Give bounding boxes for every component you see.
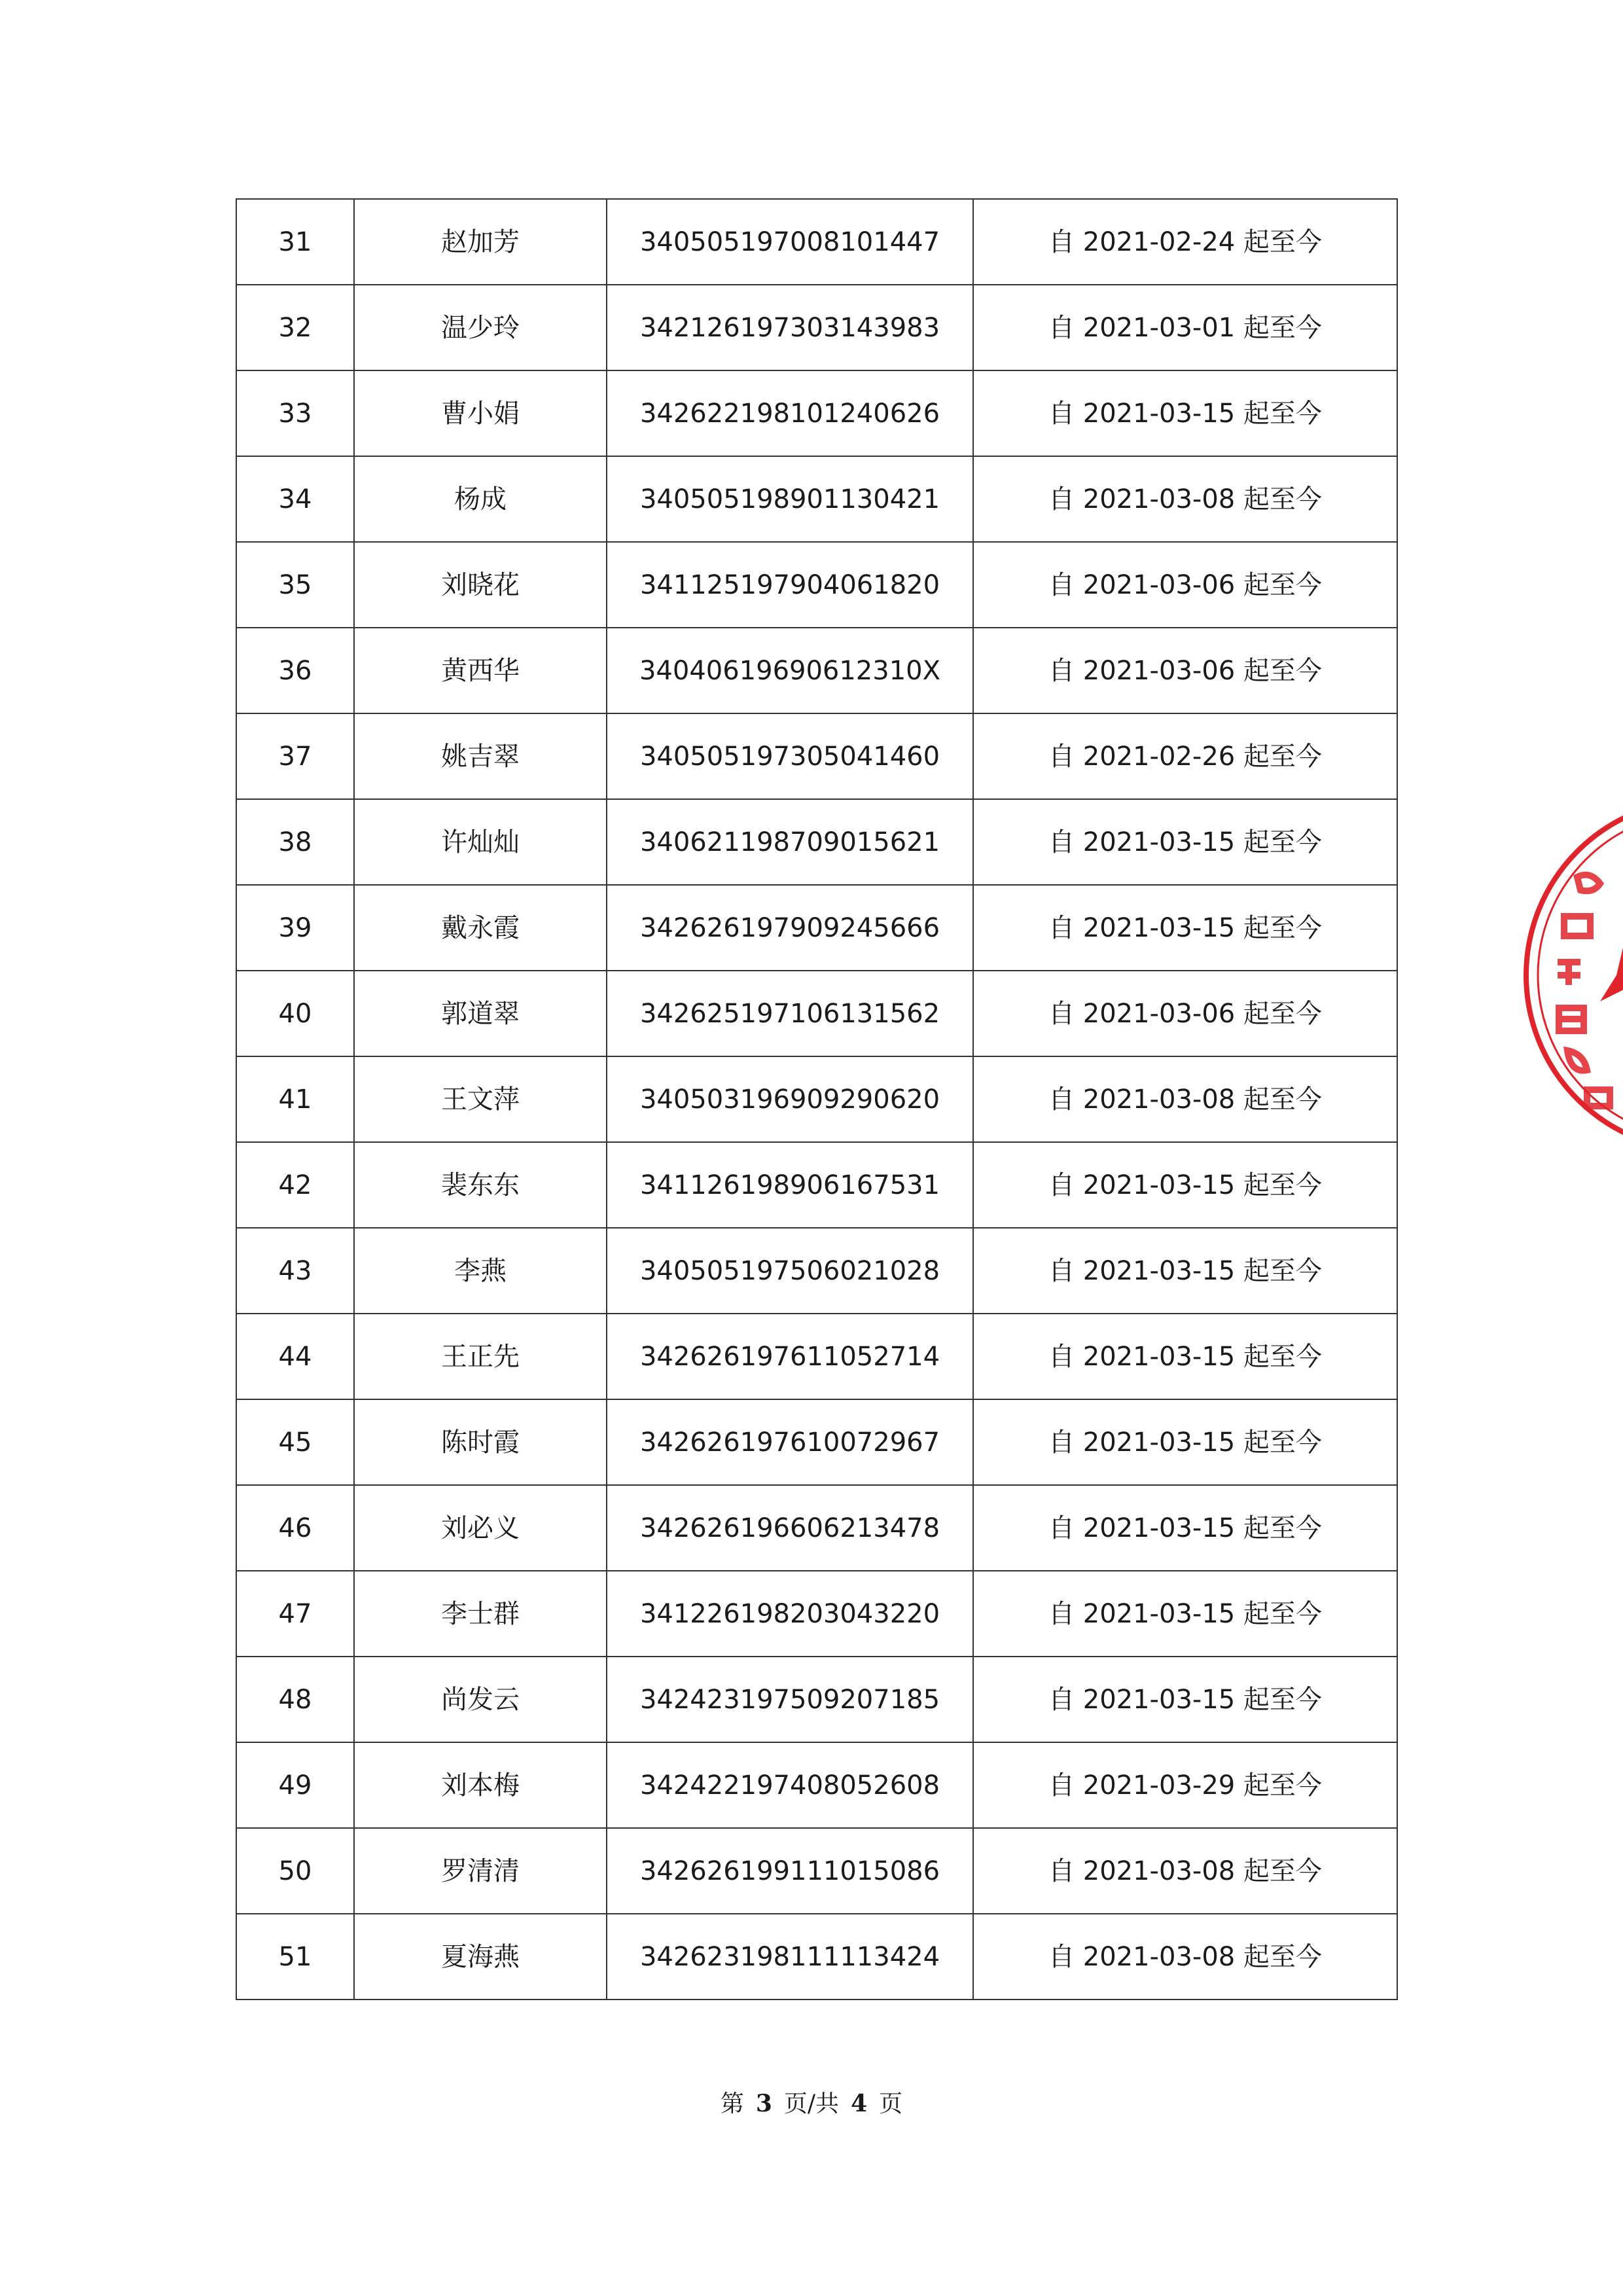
employment-period: 自 2021-03-08 起至今 (973, 456, 1397, 542)
employment-period: 自 2021-02-26 起至今 (973, 713, 1397, 799)
page-footer (0, 2085, 1623, 2119)
person-name: 姚吉翠 (354, 713, 607, 799)
table-row (236, 1314, 1397, 1399)
id-number: 342626196606213478 (607, 1485, 973, 1571)
row-number: 43 (236, 1228, 354, 1314)
footer-suffix: 页 (879, 2090, 903, 2117)
id-number: 342626197611052714 (607, 1314, 973, 1399)
person-name: 王文萍 (354, 1056, 607, 1142)
row-number: 46 (236, 1485, 354, 1571)
employment-period: 自 2021-03-01 起至今 (973, 285, 1397, 370)
employment-period: 自 2021-03-15 起至今 (973, 1399, 1397, 1485)
person-name: 刘本梅 (354, 1742, 607, 1828)
employment-period: 自 2021-03-06 起至今 (973, 628, 1397, 713)
id-number: 342126197303143983 (607, 285, 973, 370)
person-name: 杨成 (354, 456, 607, 542)
row-number: 48 (236, 1657, 354, 1742)
id-number: 342422197408052608 (607, 1742, 973, 1828)
id-number: 340505197506021028 (607, 1228, 973, 1314)
roster-table-body (236, 199, 1397, 2000)
id-number: 341126198906167531 (607, 1142, 973, 1228)
table-row (236, 1399, 1397, 1485)
id-number: 340503196909290620 (607, 1056, 973, 1142)
table-row (236, 456, 1397, 542)
table-row (236, 971, 1397, 1056)
id-number: 342626199111015086 (607, 1828, 973, 1914)
row-number: 41 (236, 1056, 354, 1142)
id-number: 342626197909245666 (607, 885, 973, 971)
employment-period: 自 2021-03-06 起至今 (973, 542, 1397, 628)
table-row (236, 1228, 1397, 1314)
table-row (236, 1742, 1397, 1828)
row-number: 40 (236, 971, 354, 1056)
employment-period: 自 2021-03-15 起至今 (973, 1657, 1397, 1742)
person-name: 王正先 (354, 1314, 607, 1399)
seal-arc-marks (1558, 875, 1610, 1106)
person-name: 许灿灿 (354, 799, 607, 885)
table-row (236, 1485, 1397, 1571)
id-number: 342622198101240626 (607, 370, 973, 456)
person-name: 黄西华 (354, 628, 607, 713)
person-name: 温少玲 (354, 285, 607, 370)
row-number: 51 (236, 1914, 354, 2000)
red-seal-stamp (1518, 792, 1623, 1158)
table-row (236, 542, 1397, 628)
employment-period: 自 2021-02-24 起至今 (973, 199, 1397, 285)
employment-period: 自 2021-03-29 起至今 (973, 1742, 1397, 1828)
row-number: 45 (236, 1399, 354, 1485)
id-number: 340505197305041460 (607, 713, 973, 799)
id-number: 340621198709015621 (607, 799, 973, 885)
footer-middle: 页/共 (783, 2090, 840, 2117)
row-number: 31 (236, 199, 354, 285)
id-number: 342423197509207185 (607, 1657, 973, 1742)
table-row (236, 713, 1397, 799)
person-name: 罗清清 (354, 1828, 607, 1914)
person-name: 夏海燕 (354, 1914, 607, 2000)
id-number: 342626197610072967 (607, 1399, 973, 1485)
row-number: 38 (236, 799, 354, 885)
table-row (236, 199, 1397, 285)
id-number: 340505197008101447 (607, 199, 973, 285)
employment-period: 自 2021-03-15 起至今 (973, 799, 1397, 885)
employment-period: 自 2021-03-08 起至今 (973, 1056, 1397, 1142)
id-number: 34040619690612310X (607, 628, 973, 713)
table-row (236, 628, 1397, 713)
total-pages-number: 4 (851, 2090, 868, 2117)
person-name: 李士群 (354, 1571, 607, 1657)
row-number: 32 (236, 285, 354, 370)
id-number: 342623198111113424 (607, 1914, 973, 2000)
person-name: 裴东东 (354, 1142, 607, 1228)
person-name: 李燕 (354, 1228, 607, 1314)
row-number: 33 (236, 370, 354, 456)
employment-period: 自 2021-03-06 起至今 (973, 971, 1397, 1056)
roster-table (236, 198, 1398, 2000)
id-number: 341125197904061820 (607, 542, 973, 628)
person-name: 戴永霞 (354, 885, 607, 971)
table-row (236, 799, 1397, 885)
id-number: 341226198203043220 (607, 1571, 973, 1657)
person-name: 郭道翠 (354, 971, 607, 1056)
employment-period: 自 2021-03-15 起至今 (973, 1142, 1397, 1228)
row-number: 50 (236, 1828, 354, 1914)
person-name: 赵加芳 (354, 199, 607, 285)
employment-period: 自 2021-03-15 起至今 (973, 1485, 1397, 1571)
id-number: 342625197106131562 (607, 971, 973, 1056)
employment-period: 自 2021-03-15 起至今 (973, 370, 1397, 456)
table-row (236, 370, 1397, 456)
person-name: 刘必义 (354, 1485, 607, 1571)
person-name: 刘晓花 (354, 542, 607, 628)
employment-period: 自 2021-03-15 起至今 (973, 1228, 1397, 1314)
table-row (236, 1657, 1397, 1742)
table-row (236, 1828, 1397, 1914)
footer-prefix: 第 (720, 2090, 744, 2117)
row-number: 47 (236, 1571, 354, 1657)
table-row (236, 1914, 1397, 2000)
table-row (236, 285, 1397, 370)
star-icon (1600, 948, 1623, 1008)
row-number: 34 (236, 456, 354, 542)
employment-period: 自 2021-03-08 起至今 (973, 1828, 1397, 1914)
employment-period: 自 2021-03-15 起至今 (973, 885, 1397, 971)
current-page-number: 3 (755, 2090, 772, 2117)
row-number: 35 (236, 542, 354, 628)
table-row (236, 1142, 1397, 1228)
person-name: 尚发云 (354, 1657, 607, 1742)
employment-period: 自 2021-03-15 起至今 (973, 1314, 1397, 1399)
employment-period: 自 2021-03-08 起至今 (973, 1914, 1397, 2000)
row-number: 44 (236, 1314, 354, 1399)
row-number: 39 (236, 885, 354, 971)
row-number: 49 (236, 1742, 354, 1828)
table-row (236, 1571, 1397, 1657)
row-number: 37 (236, 713, 354, 799)
person-name: 曹小娟 (354, 370, 607, 456)
table-row (236, 1056, 1397, 1142)
employment-period: 自 2021-03-15 起至今 (973, 1571, 1397, 1657)
person-name: 陈时霞 (354, 1399, 607, 1485)
id-number: 340505198901130421 (607, 456, 973, 542)
row-number: 42 (236, 1142, 354, 1228)
table-row (236, 885, 1397, 971)
row-number: 36 (236, 628, 354, 713)
